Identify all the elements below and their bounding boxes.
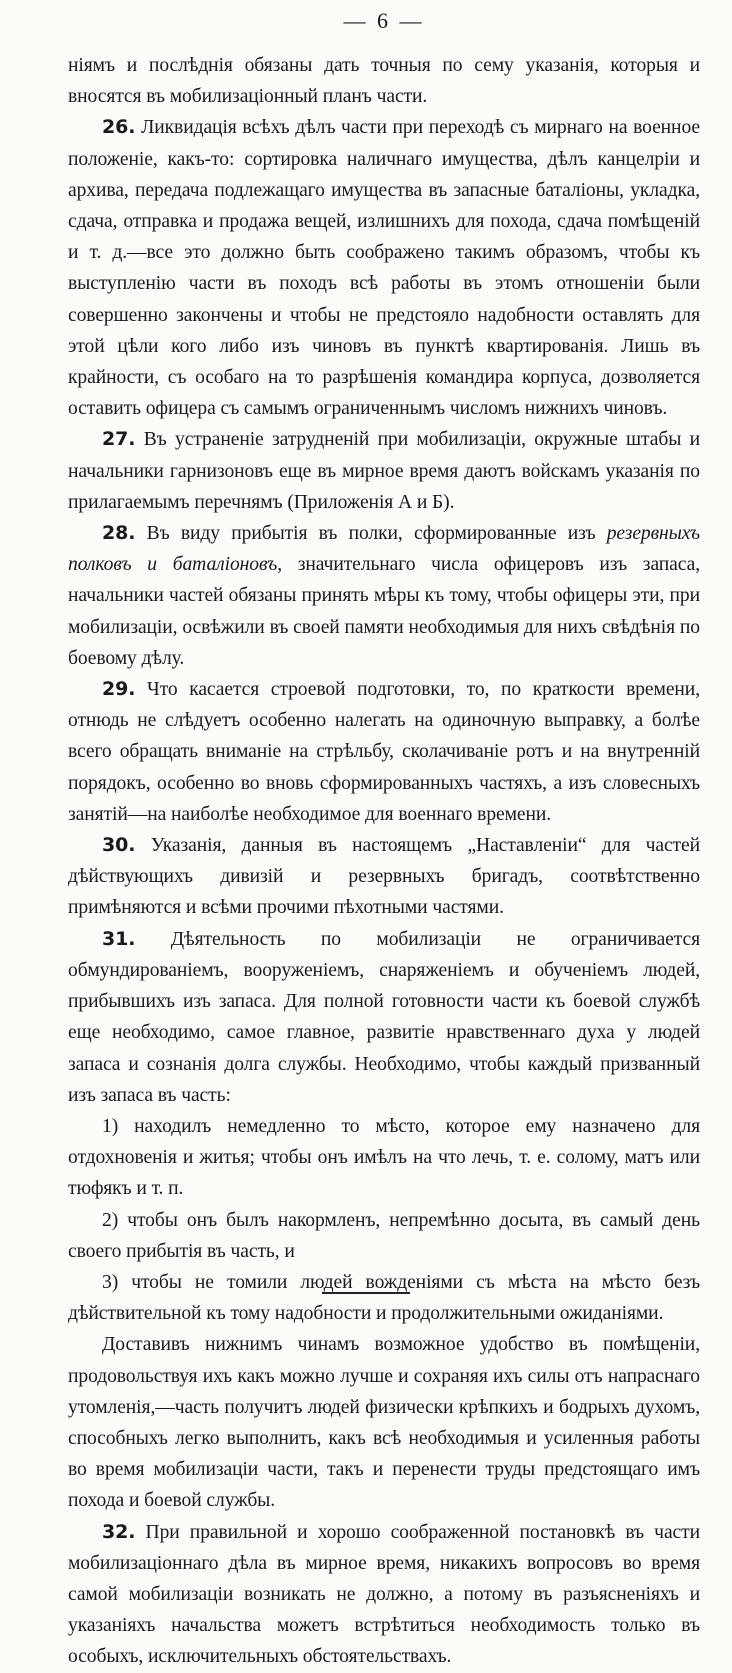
body-text <box>68 50 700 1673</box>
list-item-2 <box>68 1205 700 1267</box>
paragraph-conclusion <box>68 1329 700 1516</box>
paragraph-number: 27. <box>102 428 136 451</box>
end-rule <box>322 1292 410 1294</box>
paragraph-number: 32. <box>102 1520 136 1543</box>
list-item-1 <box>68 1111 700 1205</box>
paragraph-text: ніямъ и послѣднія обязаны дать точныя по сему указанія, которыя и вносятся въ мобилизаціонный планъ части. <box>68 55 700 108</box>
italic-phrase: резервныхъ полковъ и баталіоновъ <box>68 523 700 576</box>
paragraph-26 <box>68 112 700 424</box>
paragraph-continuation <box>68 50 700 112</box>
paragraph-number: 31. <box>102 927 136 950</box>
list-item-text: 3) чтобы не томили людей вожденіями съ мѣста на мѣсто безъ дѣйствительной къ тому надобности и продолжительными ожиданіями. <box>68 1271 700 1325</box>
paragraph-number: 28. <box>102 522 136 545</box>
paragraph-31 <box>68 924 700 1111</box>
paragraph-text: Доставивъ нижнимъ чинамъ возможное удобство въ помѣщеніи, продовольствуя ихъ какъ можно лучше и сохраняя ихъ силы отъ напраснаго утомленія,—часть получитъ людей физически крѣпкихъ и бодрыхъ духомъ, способныхъ легко выполнить, какъ всѣ необходимыя и усиленныя работы во время мобилизаціи части, такъ и перенести труды предстоящаго имъ похода и боевой службы. <box>68 1334 700 1512</box>
paragraph-27 <box>68 424 700 518</box>
paragraph-number: 30. <box>102 834 136 857</box>
paragraph-text: Дѣятельность по мобилизаціи не ограничивается обмундированіемъ, вооруженіемъ, снаряженіемъ и обученіемъ людей, прибывшихъ изъ запаса. Для полной готовности части къ боевой службѣ еще необходимо, самое главное, развитіе нравственнаго духа у людей запаса и сознанія долга службы. Необходимо, чтобы каждый призванный изъ запаса въ часть: <box>68 928 700 1106</box>
paragraph-30 <box>68 830 700 924</box>
list-item-text: 1) находилъ немедленно то мѣсто, которое ему назначено для отдохновенія и житья; чтобы онъ имѣлъ на что лечь, т. е. солому, матъ или тюфякъ и т. п. <box>68 1115 700 1200</box>
paragraph-text: Что касается строевой подготовки, то, по краткости времени, отнюдь не слѣдуетъ особенно налегать на одиночную выправку, а болѣе всего обращать вниманіе на стрѣльбу, сколачиваніе ротъ и на внутренній порядокъ, особенно во вновь сформированныхъ частяхъ, а изъ словесныхъ занятій—на наиболѣе необходимое для военнаго времени. <box>68 679 700 825</box>
paragraph-text-after: , значительнаго числа офицеровъ изъ запаса, начальники частей обязаны принять мѣры къ тому, чтобы офицеры эти, при мобилизаціи, освѣжили въ своей памяти необходимыя для нихъ свѣдѣнія по боевому дѣлу. <box>68 554 700 669</box>
paragraph-text: Указанія, данныя въ настоящемъ „Наставленіи“ для частей дѣйствующихъ дивизій и резервныхъ бригадъ, соотвѣтственно примѣняются и всѣми прочими пѣхотными частями. <box>68 835 700 919</box>
paragraph-number: 26. <box>102 116 136 139</box>
paragraph-text: Ликвидація всѣхъ дѣлъ части при переходѣ съ мирнаго на военное положеніе, какъ-то: сортировка наличнаго имущества, дѣлъ канцелріи и архива, передача подлежащаго имущества въ запасные баталіоны, укладка, сдача, отправка и продажа вещей, излишнихъ для похода, сдача помѣщеній и т. д.—все это должно быть соображено такимъ образомъ, чтобы къ выступленію части въ походъ всѣ работы въ этомъ отношеніи были совершенно закончены и чтобы не предстояло надобности оставлять для этой цѣли кого либо изъ чиновъ въ пунктѣ квартированія. Лишь въ крайности, съ особаго на то разрѣшенія командира корпуса, дозволяется оставить офицера съ самымъ ограниченнымъ числомъ нижнихъ чиновъ. <box>68 117 700 420</box>
paragraph-text: Въ виду прибытія въ полки, сформированные изъ <box>146 523 607 545</box>
list-item-3 <box>68 1267 700 1329</box>
page-number: — 6 — <box>343 8 425 33</box>
paragraph-29 <box>68 674 700 830</box>
paragraph-text: Въ устраненіе затрудненій при мобилизаціи, окружные штабы и начальники гарнизоновъ еще въ мирное время даютъ войскамъ указанія по прилагаемымъ перечнямъ (Приложенія А и Б). <box>68 429 700 513</box>
paragraph-28 <box>68 518 700 674</box>
paragraph-32 <box>68 1517 700 1673</box>
list-item-text: 2) чтобы онъ былъ накормленъ, непремѣнно досыта, въ самый день своего прибытія въ часть, и <box>68 1209 700 1262</box>
paragraph-number: 29. <box>102 678 136 701</box>
paragraph-text: При правильной и хорошо соображенной постановкѣ въ части мобилизаціоннаго дѣла въ мирное время, никакихъ вопросовъ во время самой мобилизаціи возникать не должно, а потому въ разъясненіяхъ и указаніяхъ начальства можетъ встрѣтиться необходимость только въ особыхъ, исключительныхъ обстоятельствахъ. <box>68 1521 700 1668</box>
